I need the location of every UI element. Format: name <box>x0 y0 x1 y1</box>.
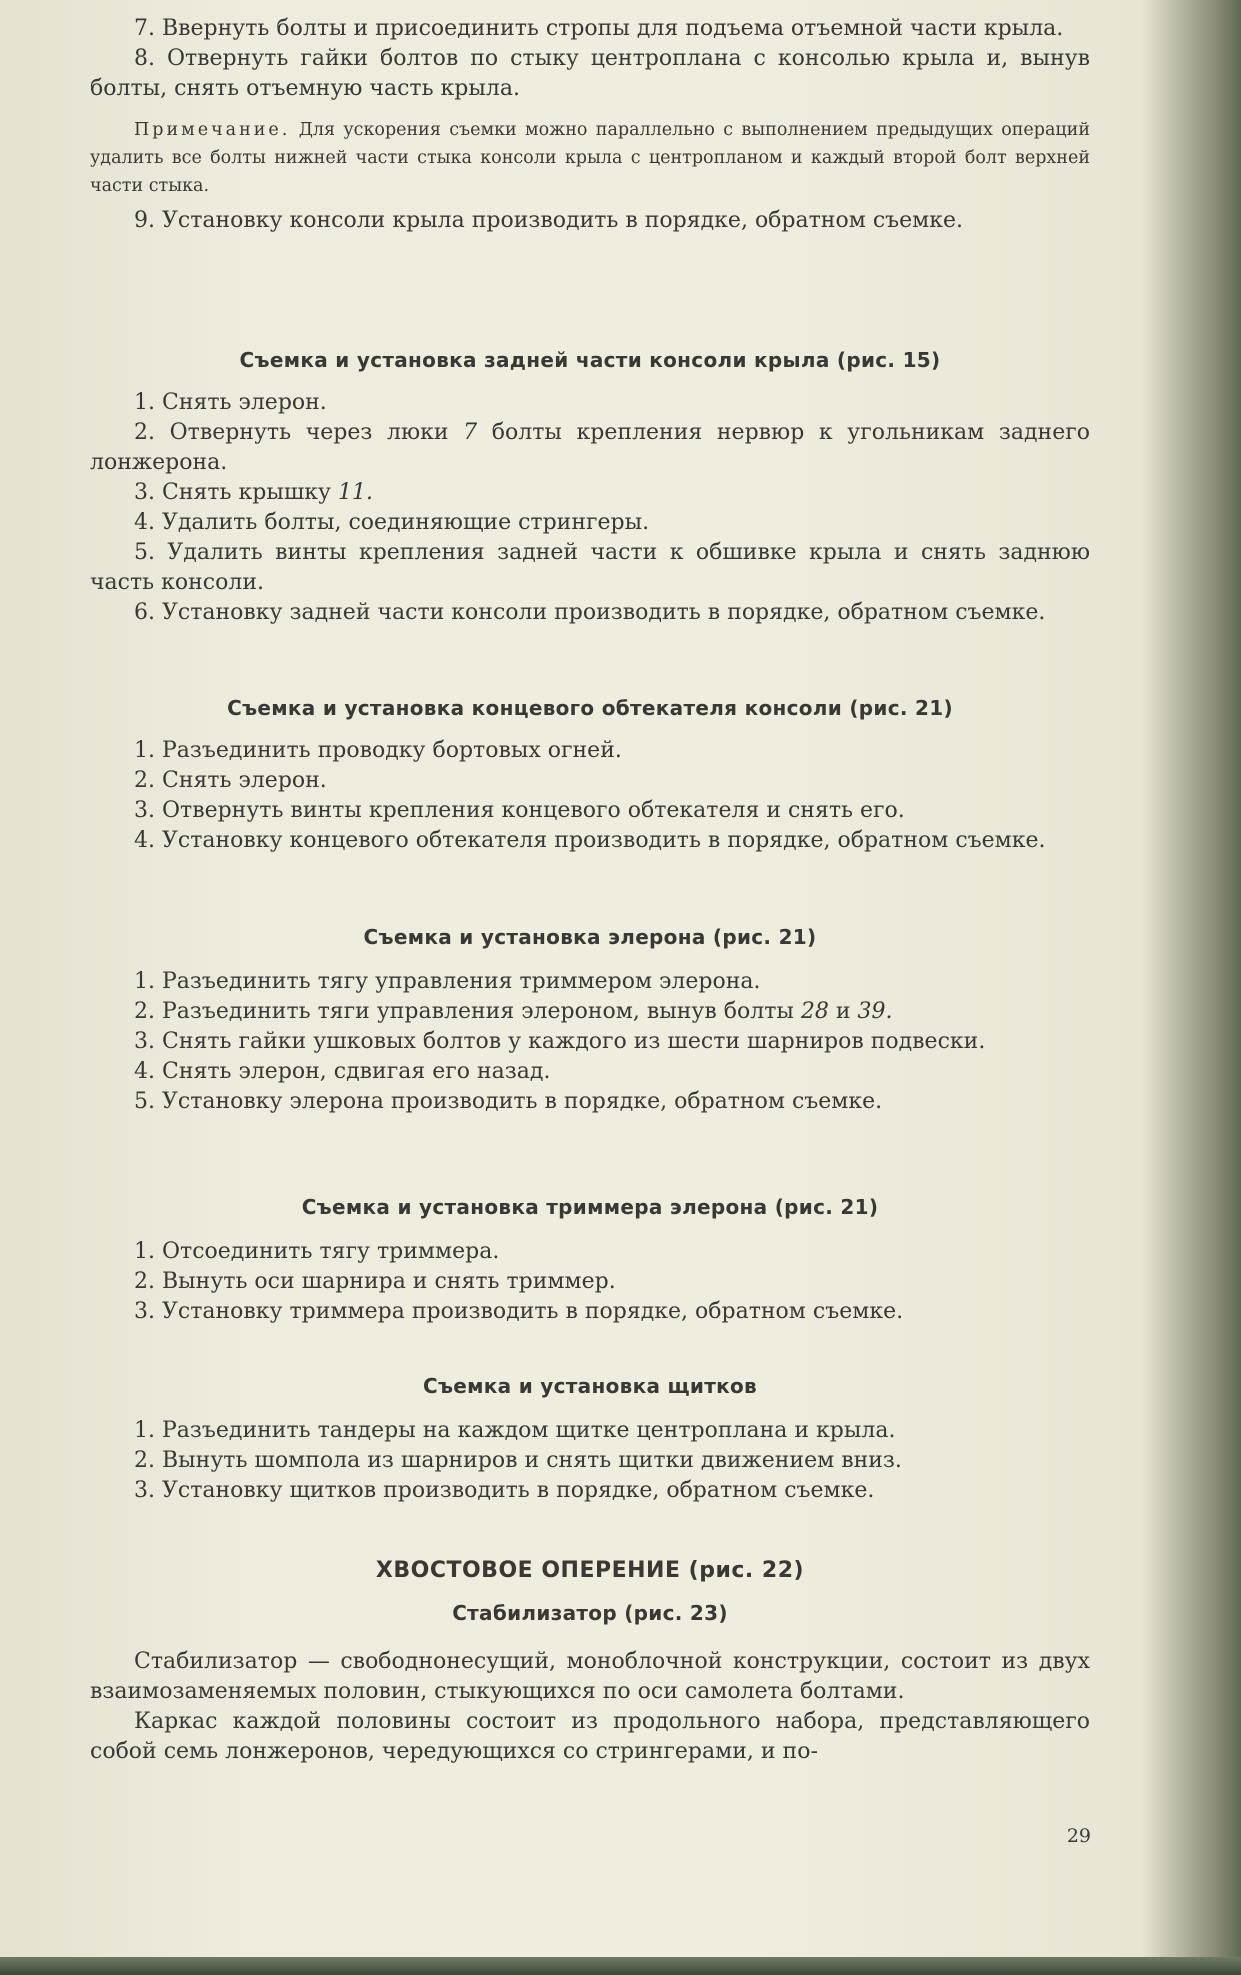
list-item: 2. Вынуть шомпола из шарниров и снять щитки движением вниз. <box>134 1448 902 1473</box>
section-title: Съемка и установка задней части консоли крыла (рис. 15) <box>239 348 941 372</box>
list-item: 2. Снять элерон. <box>134 768 327 793</box>
section-title: Съемка и установка щитков <box>422 1374 758 1398</box>
section-title: Съемка и установка триммера элерона (рис. 21) <box>301 1195 879 1219</box>
list-item: 2. Отвернуть через люки 7 болты крепления нервюр к угольникам заднего лонжерона. <box>90 420 1090 475</box>
section-tail <box>90 1558 1090 1767</box>
list-item: 2. Вынуть оси шарнира и снять триммер. <box>134 1269 616 1294</box>
page-number: 29 <box>1066 1825 1091 1847</box>
section-flaps <box>90 1374 1090 1506</box>
list-item: 4. Установку концевого обтекателя производить в порядке, обратном съемке. <box>134 828 1046 853</box>
note <box>90 116 1090 200</box>
list-item: 5. Удалить винты крепления задней части к обшивке крыла и снять заднюю часть консоли. <box>90 540 1090 595</box>
section-rear-part <box>90 348 1090 628</box>
list-item: 2. Разъединить тяги управления элероном, вынув болты 28 и 39. <box>134 999 893 1024</box>
section-trim <box>90 1195 1090 1327</box>
list-item: 1. Разъединить тягу управления триммером элерона. <box>134 969 761 994</box>
note-text: Для ускорения съемки можно параллельно с выполнением предыдущих операций удалить все болты нижней части стыка консоли крыла с центропланом и каждый второй болт верхней части стыка. <box>90 120 1090 196</box>
list-item: 4. Удалить болты, соединяющие стрингеры. <box>134 510 650 535</box>
section-fairing <box>90 696 1090 856</box>
chapter-heading: ХВОСТОВОЕ ОПЕРЕНИЕ (рис. 22) <box>375 1558 805 1583</box>
list-item: 9. Установку консоли крыла производить в порядке, обратном съемке. <box>134 208 964 233</box>
list-item: 3. Снять гайки ушковых болтов у каждого из шести шарниров подвески. <box>134 1029 986 1054</box>
section-title: Съемка и установка концевого обтекателя консоли (рис. 21) <box>227 696 953 720</box>
note-label: Примечание. <box>134 120 291 140</box>
list-item: 8. Отвернуть гайки болтов по стыку центроплана с консолью крыла и, вынув болты, снять отъемную часть крыла. <box>90 46 1090 101</box>
list-item: 4. Снять элерон, сдвигая его назад. <box>134 1059 551 1084</box>
list-item: 7. Ввернуть болты и присоединить стропы для подъема отъемной части крыла. <box>134 16 1064 41</box>
paragraph: Стабилизатор — свободнонесущий, моноблочной конструкции, состоит из двух взаимозаменяемых половин, стыкующихся по оси самолета болтами. <box>90 1649 1090 1704</box>
subheading: Стабилизатор (рис. 23) <box>452 1601 728 1625</box>
list-item: 6. Установку задней части консоли производить в порядке, обратном съемке. <box>134 600 1046 625</box>
list-item: 3. Установку триммера производить в порядке, обратном съемке. <box>134 1299 904 1324</box>
list-item: 5. Установку элерона производить в порядке, обратном съемке. <box>134 1089 883 1114</box>
section-title: Съемка и установка элерона (рис. 21) <box>363 925 817 949</box>
list-item: 1. Отсоединить тягу триммера. <box>134 1239 500 1264</box>
list-item: 1. Снять элерон. <box>134 390 327 415</box>
top-continuation <box>90 14 1090 236</box>
list-item: 3. Снять крышку 11. <box>134 480 373 505</box>
list-item: 3. Отвернуть винты крепления концевого обтекателя и снять его. <box>134 798 905 823</box>
scan-edge <box>0 1957 1241 1975</box>
section-aileron <box>90 925 1090 1117</box>
list-item: 1. Разъединить тандеры на каждом щитке центроплана и крыла. <box>134 1418 896 1443</box>
list-item: 1. Разъединить проводку бортовых огней. <box>134 738 622 763</box>
list-item: 3. Установку щитков производить в порядке, обратном съемке. <box>134 1478 875 1503</box>
paragraph: Каркас каждой половины состоит из продольного набора, представляющего собой семь лонжеронов, чередующихся со стрингерами, и по- <box>90 1709 1090 1764</box>
